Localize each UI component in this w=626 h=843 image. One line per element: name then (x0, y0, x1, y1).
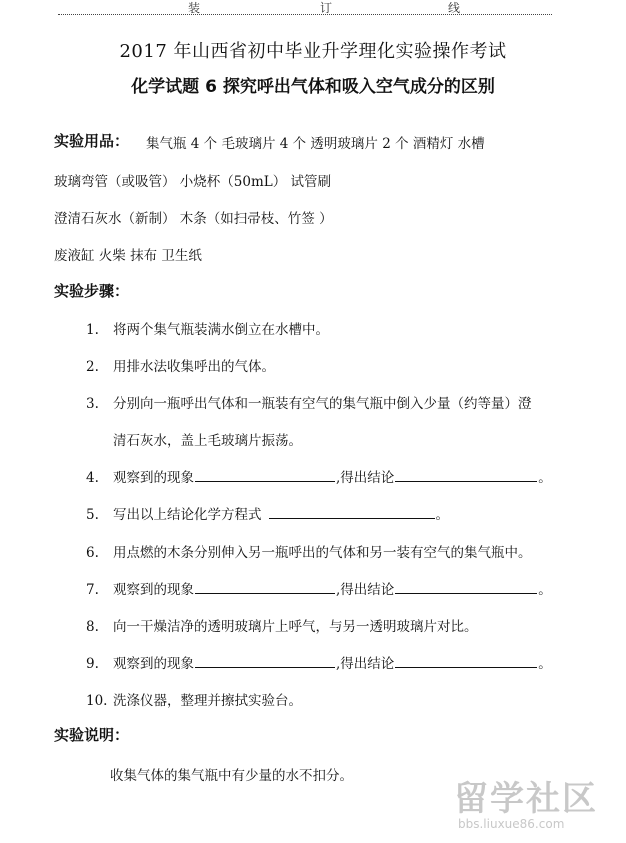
step-text: 写出以上结论化学方程式 (113, 507, 262, 523)
watermark-text: 留学社区 (454, 779, 598, 819)
step-text: 用点燃的木条分别伸入另一瓶呼出的气体和另一装有空气的集气瓶中。 (113, 545, 532, 561)
answer-blank[interactable] (395, 653, 537, 668)
step-end-text: 。 (538, 656, 552, 672)
step-number: 9. (86, 656, 99, 672)
step-item (86, 392, 532, 412)
step-item (86, 466, 552, 486)
materials-line: 集气瓶 4 个 毛玻璃片 4 个 透明玻璃片 2 个 酒精灯 水槽 (146, 136, 485, 152)
steps-label: 实验步骤： (54, 282, 130, 300)
answer-blank[interactable] (395, 467, 537, 482)
binding-char-ding: 订 (320, 1, 333, 15)
step-item (86, 355, 275, 375)
materials-label: 实验用品： (54, 132, 130, 150)
step-number: 3. (86, 396, 99, 412)
watermark-logo (454, 781, 614, 837)
step-end-text: 。 (538, 582, 552, 598)
step-item (86, 689, 302, 709)
notes-text: 收集气体的集气瓶中有少量的水不扣分。 (110, 768, 353, 784)
step-item (86, 652, 552, 672)
step-mid-text: ,得出结论 (336, 582, 395, 598)
step-text: 向一干燥洁净的透明玻璃片上呼气，与另一透明玻璃片对比。 (113, 619, 478, 635)
step-text: 分别向一瓶呼出气体和一瓶装有空气的集气瓶中倒入少量（约等量）澄 (113, 396, 532, 412)
step-text: 用排水法收集呼出的气体。 (113, 359, 275, 375)
step-text: 清石灰水，盖上毛玻璃片振荡。 (113, 433, 302, 449)
step-end-text: 。 (538, 470, 552, 486)
step-item (86, 318, 329, 338)
page-subtitle: 化学试题 6 探究呼出气体和吸入空气成分的区别 (131, 77, 495, 97)
step-text: 观察到的现象 (113, 656, 194, 672)
binding-char-xian: 线 (448, 1, 461, 15)
answer-blank[interactable] (269, 504, 435, 519)
step-text: 观察到的现象 (113, 582, 194, 598)
step-item (86, 615, 478, 635)
answer-blank[interactable] (195, 579, 335, 594)
step-number: 7. (86, 582, 99, 598)
step-number: 5. (86, 507, 99, 523)
materials-line: 废液缸 火柴 抹布 卫生纸 (54, 248, 202, 264)
step-number: 1. (86, 322, 99, 338)
step-item (86, 541, 532, 561)
step-number: 6. (86, 545, 99, 561)
step-mid-text: ,得出结论 (336, 470, 395, 486)
answer-blank[interactable] (195, 653, 335, 668)
step-text: 观察到的现象 (113, 470, 194, 486)
binding-char-zhuang: 装 (188, 1, 201, 15)
step-text: 洗涤仪器，整理并擦拭实验台。 (113, 693, 302, 709)
answer-blank[interactable] (395, 579, 537, 594)
materials-line: 玻璃弯管（或吸管） 小烧杯（50mL） 试管刷 (54, 174, 332, 190)
step-mid-text: ,得出结论 (336, 656, 395, 672)
step-number: 8. (86, 619, 99, 635)
step-text: 将两个集气瓶装满水倒立在水槽中。 (113, 322, 329, 338)
step-item (86, 578, 552, 598)
watermark-url: bbs.liuxue86.com (458, 817, 565, 831)
notes-label: 实验说明： (54, 726, 130, 744)
step-end-text: 。 (435, 507, 449, 523)
page-title: 2017 年山西省初中毕业升学理化实验操作考试 (119, 41, 507, 62)
binding-line (58, 0, 552, 15)
materials-line: 澄清石灰水（新制） 木条（如扫帚枝、竹签 ） (54, 211, 333, 227)
step-number: 4. (86, 470, 99, 486)
answer-blank[interactable] (195, 467, 335, 482)
step-item (86, 503, 449, 523)
step-number: 10. (86, 693, 108, 709)
step-item (86, 429, 302, 449)
step-number: 2. (86, 359, 99, 375)
